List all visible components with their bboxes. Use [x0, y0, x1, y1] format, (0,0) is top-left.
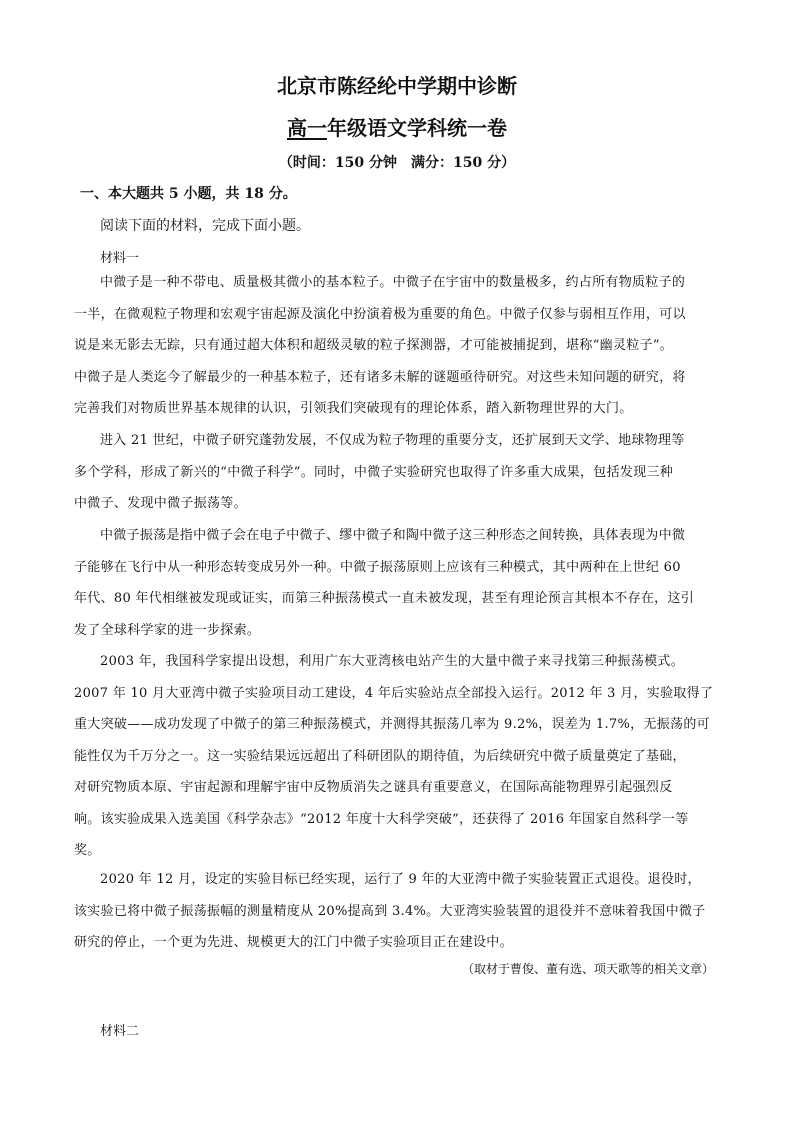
text-line: 中微子振荡是指中微子会在电子中微子、缪中微子和陶中微子这三种形态之间转换，具体表现为中微	[100, 528, 686, 543]
material-one-label: 材料一	[100, 251, 140, 266]
text-line: 多个学科，形成了新兴的“中微子科学”。同时，中微子实验研究也取得了许多重大成果，包括发现三种	[74, 464, 674, 480]
question-heading: 一、本大题共 5 小题，共 18 分。	[80, 186, 297, 202]
text-line: 说是来无影去无踪，只有通过超大体积和超级灵敏的粒子探测器，才可能被捕捉到，堪称“幽灵粒子”。	[74, 338, 674, 353]
text-line: 完善我们对物质世界基本规律的认识，引领我们突破现有的理论体系，踏入新物理世界的大门。	[74, 401, 633, 416]
text-line: 子能够在飞行中从一种形态转变成另外一种。中微子振荡原则上应该有三种模式，其中两种在上世纪 60	[74, 559, 681, 575]
material-two-label: 材料二	[100, 1024, 140, 1039]
text-line: 进入 21 世纪，中微子研究蓬勃发展，不仅成为粒子物理的重要分支，还扩展到天文学、地球物理等	[100, 433, 685, 448]
text-line: 研究的停止，一个更为先进、规模更大的江门中微子实验项目正在建设中。	[74, 935, 513, 950]
exam-title-rest: 年级语文学科统一卷	[327, 116, 507, 140]
exam-title	[0, 112, 794, 141]
text-line: 2007 年 10 月大亚湾中微子实验项目动工建设，4 年后实验站点全部投入运行。2012 年 3 月，实验取得了	[74, 685, 714, 701]
school-title: 北京市陈经纶中学期中诊断	[277, 74, 517, 98]
text-line: 中微子、发现中微子振荡等。	[74, 496, 247, 511]
text-line: 重大突破——成功发现了中微子的第三种振荡模式，并测得其振荡几率为 9.2%，误差为 1.7%，无振荡的可	[74, 717, 710, 732]
text-line: 2020 年 12 月，设定的实验目标已经实现，运行了 9 年的大亚湾中微子实验装置正式退役。退役时，	[100, 872, 701, 887]
text-line: 能性仅为千万分之一。这一实验结果远远超出了科研团队的期待值，为后续研究中微子质量奠定了基础，	[74, 748, 686, 764]
text-line: 发了全球科学家的进一步探索。	[74, 622, 261, 638]
source-citation: （取材于曹俊、董有选、项天歌等的相关文章）	[461, 962, 714, 976]
paragraph-4	[74, 646, 722, 867]
text-line: 一半，在微观粒子物理和宏观宇宙起源及演化中扮演着极为重要的角色。中微子仅参与弱相互作用，可以	[74, 306, 686, 322]
text-line: 年代、80 年代相继被发现或证实，而第三种振荡模式一直未被发现，甚至有理论预言其根本不存在，这引	[74, 591, 695, 606]
instruction: 阅读下面的材料，完成下面小题。	[100, 218, 310, 234]
paragraph-3	[74, 520, 722, 646]
text-line: 2003 年，我国科学家提出设想，利用广东大亚湾核电站产生的大量中微子来寻找第三种振荡模式。	[100, 654, 685, 669]
text-line: 奖。	[74, 843, 101, 858]
paragraph-5	[74, 864, 722, 959]
text-line: 对研究物质本原、宇宙起源和理解宇宙中反物质消失之谜具有重要意义，在国际高能物理界引起强烈反	[74, 780, 673, 795]
text-line: 中微子是人类迄今了解最少的一种基本粒子，还有诸多未解的谜题亟待研究。对这些未知问题的研究，将	[74, 369, 686, 385]
grade-underlined: 高一	[287, 116, 327, 140]
text-line: 该实验已将中微子振荡振幅的测量精度从 20%提高到 3.4%。大亚湾实验装置的退役并不意味着我国中微子	[74, 903, 706, 919]
text-line: 中微子是一种不带电、质量极其微小的基本粒子。中微子在宇宙中的数量极多，约占所有物质粒子的	[100, 275, 686, 290]
text-line: 响。该实验成果入选美国《科学杂志》“2012 年度十大科学突破”，还获得了 2016 年国家自然科学一等	[74, 811, 689, 827]
paragraph-1	[74, 267, 722, 425]
exam-info: （时间：150 分钟 满分：150 分）	[278, 155, 516, 171]
paragraph-2	[74, 425, 722, 520]
